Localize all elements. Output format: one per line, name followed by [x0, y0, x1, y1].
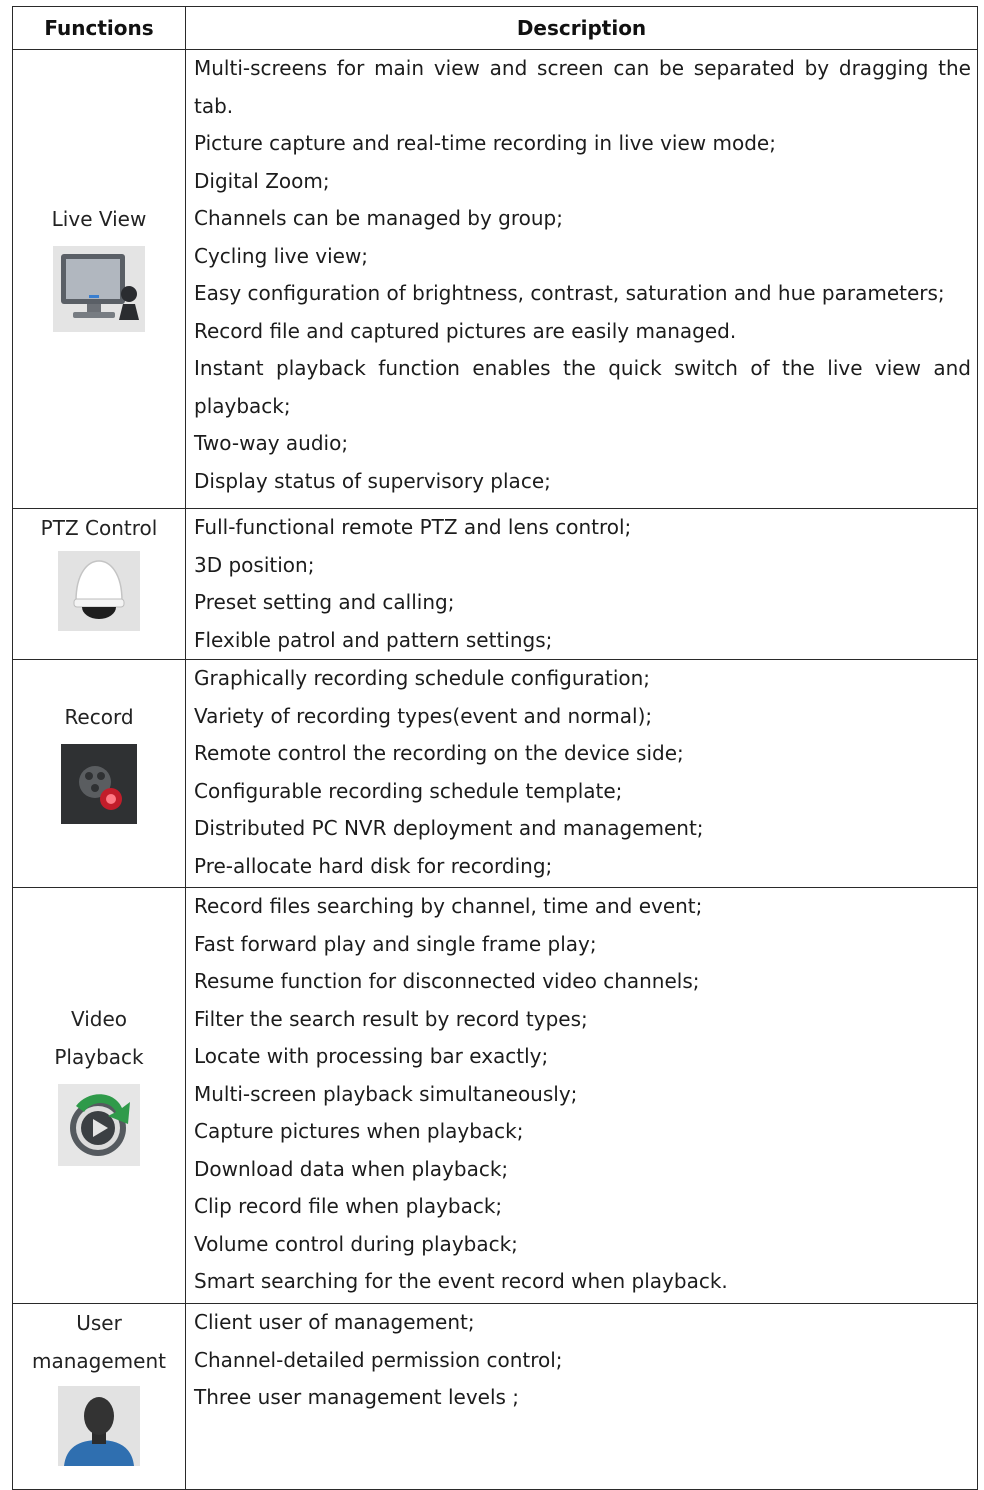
- monitor-camera-icon: [53, 246, 145, 332]
- list-item: Cycling live view;: [194, 243, 369, 268]
- list-item: Preset setting and calling;: [194, 590, 455, 614]
- list-item: 3D position;: [194, 552, 315, 577]
- function-cell: [13, 1304, 186, 1490]
- list-item: Flexible patrol and pattern settings;: [194, 627, 553, 652]
- table-row-record: [13, 660, 978, 888]
- list-item: Graphically recording schedule configuration;: [194, 666, 651, 690]
- user-silhouette-icon: [58, 1386, 140, 1466]
- table-row-user-management: [13, 1304, 978, 1490]
- description-header: Description: [186, 7, 978, 50]
- dome-camera-icon: [58, 551, 140, 631]
- description-cell: [186, 1304, 978, 1490]
- list-item: Record file and captured pictures are easily managed.: [194, 318, 737, 343]
- list-item: Channel-detailed permission control;: [194, 1347, 563, 1372]
- playback-arrow-icon: [58, 1084, 140, 1166]
- description-cell: [186, 509, 978, 660]
- header-row: [13, 7, 978, 50]
- feature-list: [194, 888, 971, 1301]
- list-item: Three user management levels ;: [194, 1385, 520, 1409]
- list-item: Fast forward play and single frame play;: [194, 931, 597, 956]
- list-item: Display status of supervisory place;: [194, 468, 551, 493]
- table-row-ptz-control: [13, 509, 978, 660]
- list-item: Variety of recording types(event and normal);: [194, 703, 653, 728]
- table-row-live-view: [13, 50, 978, 509]
- record-reel-icon: [61, 744, 137, 824]
- feature-list: [194, 509, 971, 659]
- feature-list: [194, 1304, 971, 1417]
- list-item: Clip record file when playback;: [194, 1194, 503, 1218]
- function-name: PTZ Control: [40, 516, 158, 540]
- list-item: Distributed PC NVR deployment and management;: [194, 816, 704, 840]
- function-name-line-1: User: [76, 1311, 122, 1335]
- table-row-video-playback: [13, 888, 978, 1304]
- list-item: Configurable recording schedule template;: [194, 778, 623, 803]
- list-item: Multi-screen playback simultaneously;: [194, 1081, 578, 1106]
- function-name-line-1: Video: [70, 1007, 128, 1031]
- function-name: Live View: [51, 207, 147, 231]
- list-item: Remote control the recording on the device side;: [194, 741, 684, 765]
- description-cell: [186, 888, 978, 1304]
- function-cell: [13, 660, 186, 888]
- list-item: Locate with processing bar exactly;: [194, 1044, 549, 1068]
- feature-list: [194, 50, 971, 500]
- list-item: Multi-screens for main view and screen can be separated by dragging the tab.: [194, 56, 971, 118]
- list-item: Two-way audio;: [194, 431, 349, 455]
- function-name: Record: [64, 705, 134, 729]
- list-item: Client user of management;: [194, 1310, 475, 1334]
- functions-header: Functions: [13, 7, 186, 50]
- list-item: Full-functional remote PTZ and lens control;: [194, 515, 632, 539]
- list-item: Download data when playback;: [194, 1156, 509, 1181]
- list-item: Digital Zoom;: [194, 168, 330, 193]
- description-cell: [186, 50, 978, 509]
- list-item: Channels can be managed by group;: [194, 206, 563, 230]
- list-item: Filter the search result by record types;: [194, 1006, 588, 1031]
- feature-list: [194, 660, 971, 885]
- list-item: Pre-allocate hard disk for recording;: [194, 853, 553, 878]
- function-cell: [13, 509, 186, 660]
- description-cell: [186, 660, 978, 888]
- list-item: Resume function for disconnected video channels;: [194, 969, 700, 993]
- list-item: Picture capture and real-time recording in live view mode;: [194, 131, 776, 155]
- list-item: Record files searching by channel, time and event;: [194, 894, 703, 918]
- function-cell: [13, 50, 186, 509]
- list-item: Smart searching for the event record when playback.: [194, 1269, 728, 1293]
- function-name-line-2: Playback: [54, 1045, 144, 1069]
- list-item: Easy configuration of brightness, contrast, saturation and hue parameters;: [194, 281, 945, 305]
- list-item: Instant playback function enables the quick switch of the live view and playback;: [194, 356, 971, 418]
- functions-table: [12, 6, 978, 1490]
- function-name-line-2: management: [32, 1349, 166, 1373]
- list-item: Volume control during playback;: [194, 1231, 518, 1256]
- function-cell: [13, 888, 186, 1304]
- list-item: Capture pictures when playback;: [194, 1119, 524, 1143]
